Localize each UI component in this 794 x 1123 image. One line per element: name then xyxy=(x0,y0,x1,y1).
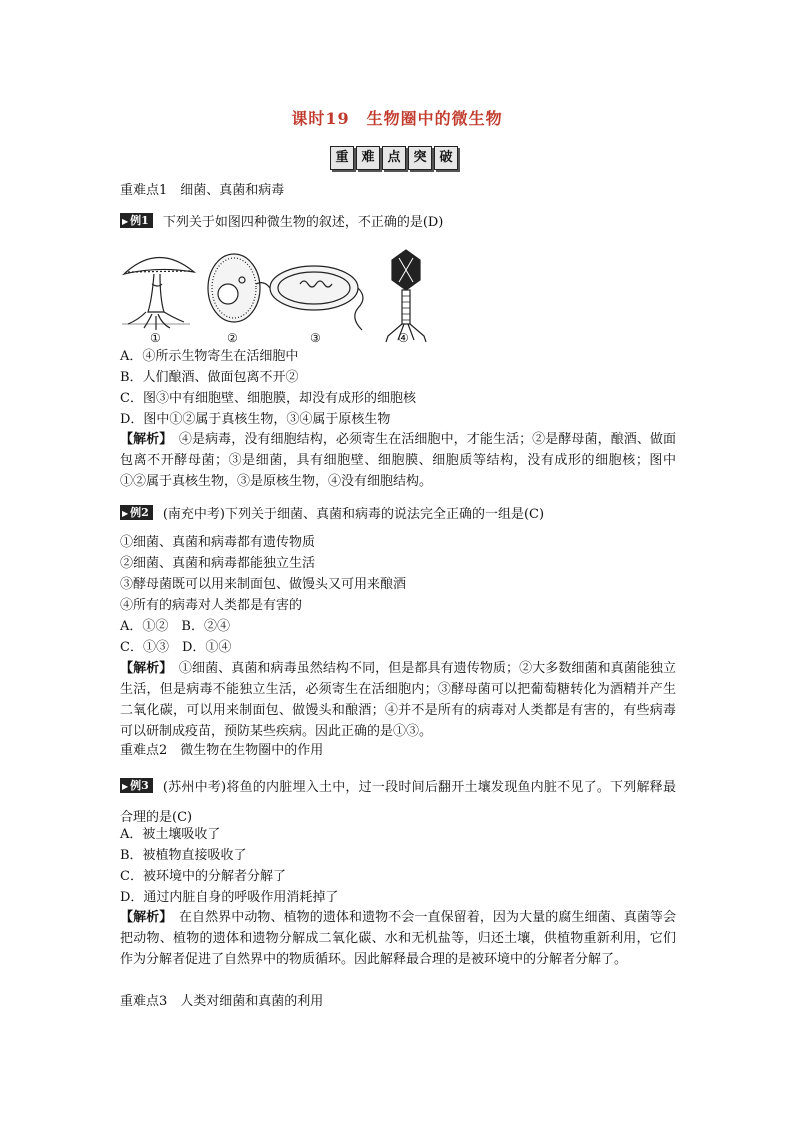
example-3-option-c: C．被环境中的分解者分解了 xyxy=(120,869,286,884)
example-2-statement: ①细菌、真菌和病毒都有遗传物质 xyxy=(120,535,316,550)
example-3-analysis: 【解析】 在自然界中动物、植物的遗体和遗物不会一直保留着，因为大量的腐生细菌、真菌等会把动物、植物的遗体和遗物分解成二氧化碳、水和无机盐等，归还土壤，供植物重新利用，它们作为分解者促进了自然界中的物质循环。因此解释最合理的是被环境中的分解者分解了。 xyxy=(120,910,676,967)
example-3-question: ▶ 例3 (苏州中考)将鱼的内脏埋入土中，过一段时间后翻开土壤发现鱼内脏不见了。下列解释最合理的是(C) xyxy=(120,779,676,825)
example-2-question: ▶ 例2 (南充中考)下列关于细菌、真菌和病毒的说法完全正确的一组是(C) xyxy=(122,506,545,522)
yeast-figure xyxy=(208,254,260,322)
example-2-options-row-2: C．①③ D．①④ xyxy=(120,640,232,655)
bacteriophage-figure xyxy=(386,250,426,342)
banner-char: 难 xyxy=(356,146,380,170)
page-title: 课时19 生物圈中的微生物 xyxy=(291,109,503,128)
banner-char: 点 xyxy=(382,146,406,170)
analysis-label: 【解析】 xyxy=(120,661,166,676)
example-2-statement: ③酵母菌既可以用来制面包、做馒头又可用来酿酒 xyxy=(120,577,407,592)
example-2-statement: ②细菌、真菌和病毒都能独立生活 xyxy=(120,556,316,571)
play-icon: ▶ xyxy=(122,508,129,518)
bacterium-figure xyxy=(256,266,363,330)
figure-label: ① xyxy=(150,331,161,345)
microorganism-figures xyxy=(118,244,438,348)
play-icon: ▶ xyxy=(122,781,129,791)
analysis-label: 【解析】 xyxy=(120,432,166,447)
section-banner xyxy=(330,146,458,170)
example-3-option-b: B．被植物直接吸收了 xyxy=(120,848,247,863)
banner-char: 突 xyxy=(408,146,432,170)
banner-char: 破 xyxy=(434,146,458,170)
example-1-option-c: C．图③中有细胞壁、细胞膜，却没有成形的细胞核 xyxy=(120,391,416,406)
section-heading-2: 重难点2 微生物在生物圈中的作用 xyxy=(120,743,324,758)
banner-char: 重 xyxy=(330,146,354,170)
example-1-question: ▶ 例1 下列关于如图四种微生物的叙述，不正确的是(D) xyxy=(122,214,444,230)
figure-label: ② xyxy=(227,331,238,345)
example-2-analysis: 【解析】 ①细菌、真菌和病毒虽然结构不同，但是都具有遗传物质；②大多数细菌和真菌能独立生活，但是病毒不能独立生活，必须寄生在活细胞内；③酵母菌可以把葡萄糖转化为酒精并产生二氧化碳，可以用来制面包、做馒头和酿酒；④并不是所有的病毒对人类都是有害的，有些病毒可以研制成疫苗，预防某些疾病。因此正确的是①③。 xyxy=(120,661,676,739)
example-1-option-b: B．人们酿酒、做面包离不开② xyxy=(120,370,299,385)
example-2-options-row-1: A．①② B．②④ xyxy=(120,619,230,634)
example-2-statement: ④所有的病毒对人类都是有害的 xyxy=(120,598,303,613)
example-1-analysis: 【解析】 ④是病毒，没有细胞结构，必须寄生在活细胞中，才能生活；②是酵母菌，酿酒、做面包离不开酵母菌；③是细菌，具有细胞壁、细胞膜、细胞质等结构，没有成形的细胞核；图中①②属于真核生物，③是原核生物，④没有细胞结构。 xyxy=(120,432,676,489)
play-icon: ▶ xyxy=(122,216,129,226)
example-1-option-a: A．④所示生物寄生在活细胞中 xyxy=(120,349,299,364)
figure-label: ④ xyxy=(398,331,409,345)
section-heading-1: 重难点1 细菌、真菌和病毒 xyxy=(120,183,285,198)
example-3-tag: ▶ 例3 xyxy=(120,778,153,793)
example-1-option-d: D．图中①②属于真核生物，③④属于原核生物 xyxy=(120,412,391,427)
mushroom-figure xyxy=(122,257,194,330)
example-1-tag: ▶ 例1 xyxy=(120,213,153,228)
example-3-option-a: A．被土壤吸收了 xyxy=(120,827,221,842)
example-3-option-d: D．通过内脏自身的呼吸作用消耗掉了 xyxy=(120,890,339,905)
example-2-tag: ▶ 例2 xyxy=(120,505,153,520)
analysis-label: 【解析】 xyxy=(120,910,166,925)
section-heading-3: 重难点3 人类对细菌和真菌的利用 xyxy=(120,994,324,1009)
figure-label: ③ xyxy=(310,331,321,345)
